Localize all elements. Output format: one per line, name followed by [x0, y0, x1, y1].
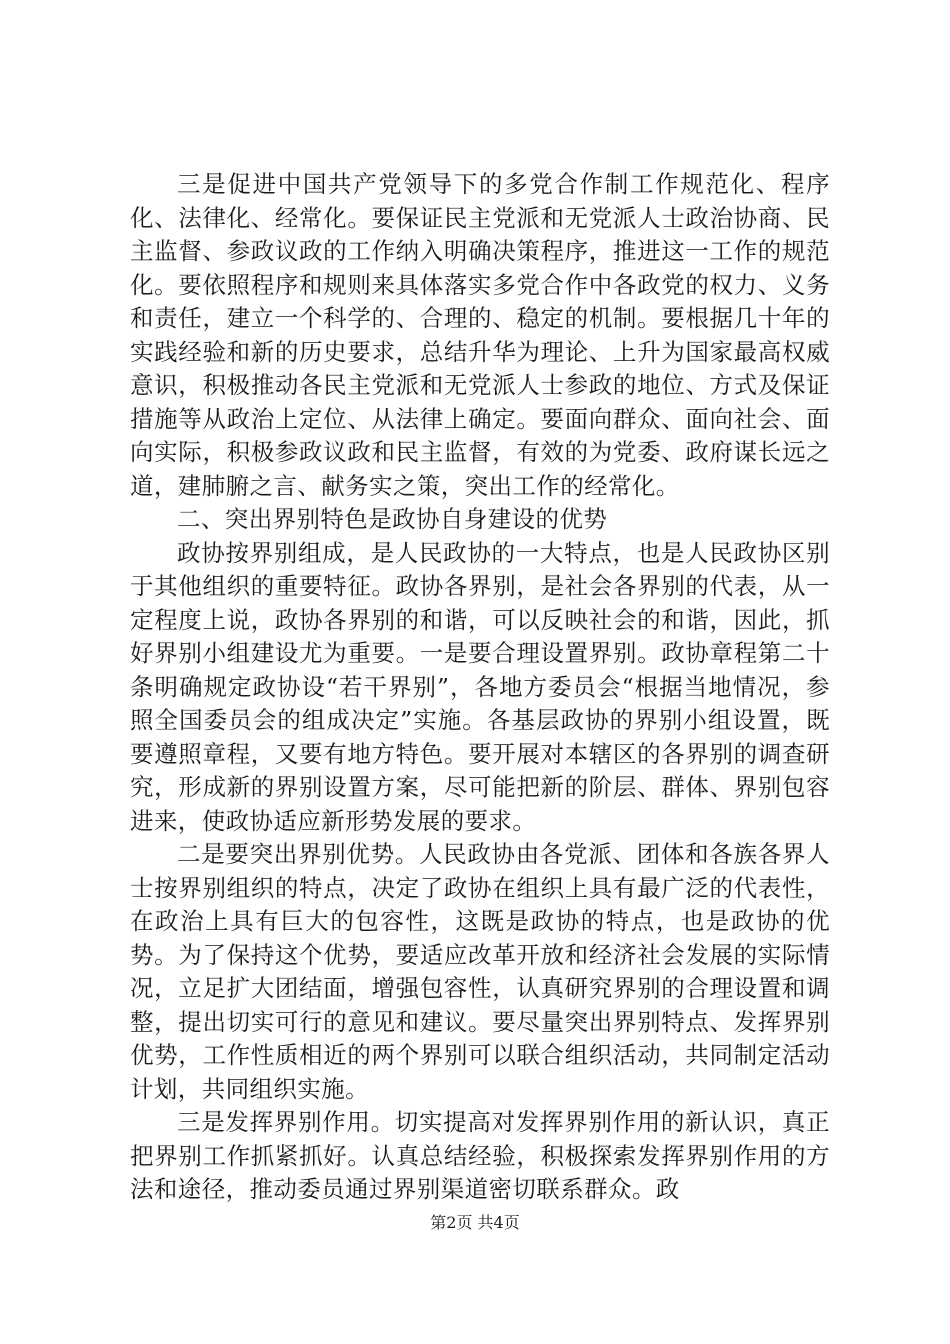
- paragraph-sector-composition: 政协按界别组成，是人民政协的一大特点，也是人民政协区别于其他组织的重要特征。政协各界别，是社会各界别的代表，从一定程度上说，政协各界别的和谐，可以反映社会的和谐，因此，抓好界别小组建设尤为重要。一是要合理设置界别。政协章程第二十条明确规定政协设“若干界别”，各地方委员会“根据当地情况，参照全国委员会的组成决定”实施。各基层政协的界别小组设置，既要遵照章程，又要有地方特色。要开展对本辖区的各界别的调查研究，形成新的界别设置方案，尽可能把新的阶层、群体、界别包容进来，使政协适应新形势发展的要求。: [130, 538, 830, 835]
- paragraph-multiparty-cooperation: 三是促进中国共产党领导下的多党合作制工作规范化、程序化、法律化、经常化。要保证民主党派和无党派人士政治协商、民主监督、参政议政的工作纳入明确决策程序，推进这一工作的规范化。要依照程序和规则来具体落实多党合作中各政党的权力、义务和责任，建立一个科学的、合理的、稳定的机制。要根据几十年的实践经验和新的历史要求，总结升华为理论、上升为国家最高权威意识，积极推动各民主党派和无党派人士参政的地位、方式及保证措施等从政治上定位、从法律上确定。要面向群众、面向社会、面向实际，积极参政议政和民主监督，有效的为党委、政府谋长远之道，建肺腑之言、献务实之策，突出工作的经常化。: [130, 170, 830, 500]
- page-number-footer: 第2页 共4页: [430, 1213, 520, 1232]
- document-body: [130, 168, 830, 1207]
- section-heading-sector-features: 二、突出界别特色是政协自身建设的优势: [177, 505, 608, 533]
- paragraph-sector-advantages: 二是要突出界别优势。人民政协由各党派、团体和各族各界人士按界别组织的特点，决定了政协在组织上具有最广泛的代表性，在政治上具有巨大的包容性，这既是政协的特点，也是政协的优势。为了保持这个优势，要适应改革开放和经济社会发展的实际情况，立足扩大团结面，增强包容性，认真研究界别的合理设置和调整，提出切实可行的意见和建议。要尽量突出界别特点、发挥界别优势，工作性质相近的两个界别可以联合组织活动，共同制定活动计划，共同组织实施。: [130, 840, 830, 1103]
- paragraph-sector-role: 三是发挥界别作用。切实提高对发挥界别作用的新认识，真正把界别工作抓紧抓好。认真总结经验，积极探索发挥界别作用的方法和途径，推动委员通过界别渠道密切联系群众。政: [130, 1108, 830, 1203]
